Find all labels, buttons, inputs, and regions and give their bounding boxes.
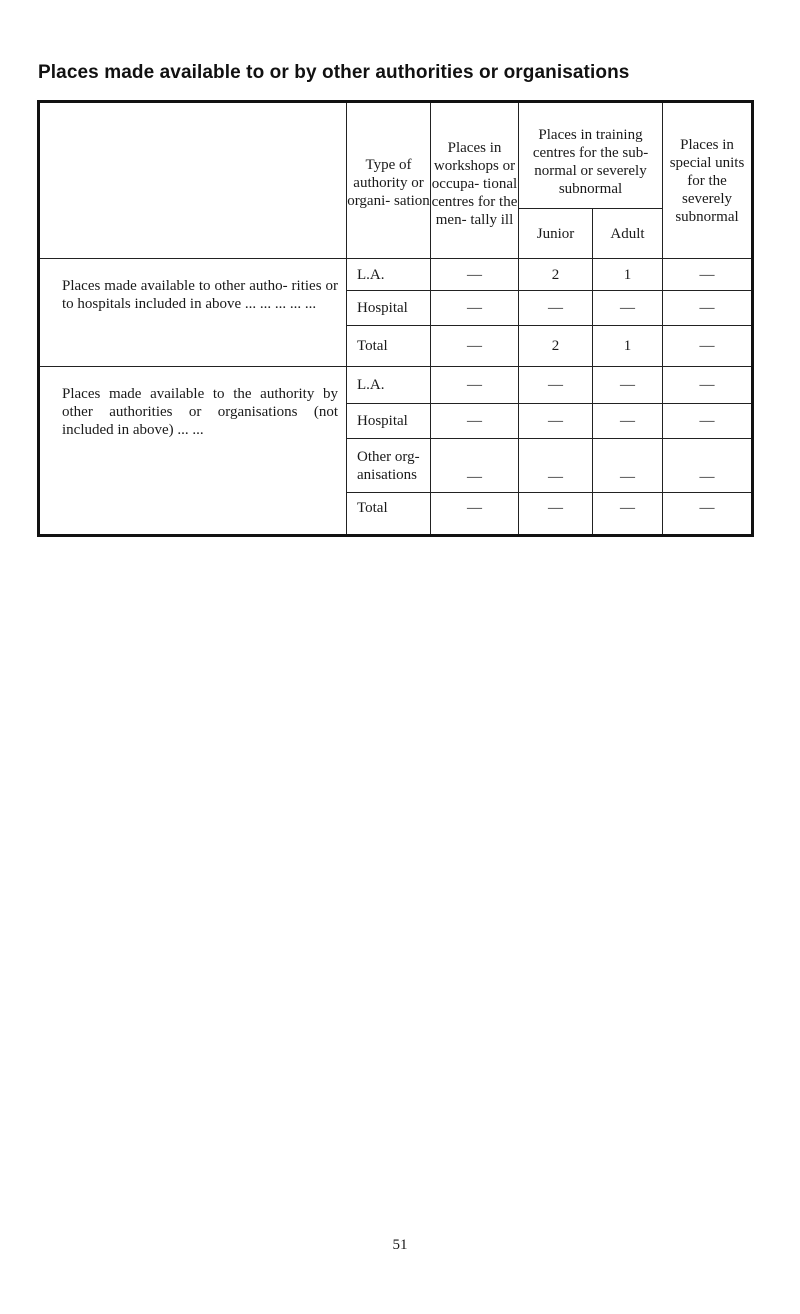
header-special-units: Places in special units for the severely subnormal (663, 102, 753, 259)
junior-cell: — (519, 367, 593, 404)
header-training: Places in training centres for the sub-normal or severely subnormal (519, 102, 663, 209)
places-table (37, 100, 754, 537)
special-cell: — (663, 493, 753, 536)
adult-cell: — (593, 404, 663, 439)
junior-cell: — (519, 439, 593, 493)
page-title: Places made available to or by other authorities or organisations (38, 62, 630, 83)
special-cell: — (663, 439, 753, 493)
workshops-cell: — (431, 493, 519, 536)
header-blank-cell (39, 102, 347, 259)
header-workshops: Places in workshops or occupa- tional centres for the men- tally ill (431, 102, 519, 259)
group-label: Places made available to the authority by other authorities or organisations (not included in above) ... ... (39, 367, 347, 536)
workshops-cell: — (431, 326, 519, 367)
adult-cell: — (593, 439, 663, 493)
special-cell: — (663, 404, 753, 439)
junior-cell: 2 (519, 259, 593, 291)
type-cell: Other org- anisations (347, 439, 431, 493)
workshops-cell: — (431, 259, 519, 291)
workshops-cell: — (431, 367, 519, 404)
adult-cell: — (593, 291, 663, 326)
junior-cell: 2 (519, 326, 593, 367)
special-cell: — (663, 291, 753, 326)
page-number: 51 (392, 1237, 408, 1253)
type-cell: Total (347, 493, 431, 536)
header-type: Type of authority or organi- sation (347, 102, 431, 259)
table-row (39, 367, 753, 404)
header-adult: Adult (593, 209, 663, 259)
junior-cell: — (519, 493, 593, 536)
type-cell: Hospital (347, 404, 431, 439)
adult-cell: — (593, 367, 663, 404)
group-label: Places made available to other autho- rities or to hospitals included in above ... ... ... ... ... (39, 259, 347, 367)
workshops-cell: — (431, 404, 519, 439)
header-junior: Junior (519, 209, 593, 259)
junior-cell: — (519, 404, 593, 439)
adult-cell: 1 (593, 259, 663, 291)
type-cell: L.A. (347, 367, 431, 404)
type-cell: Total (347, 326, 431, 367)
type-cell: Hospital (347, 291, 431, 326)
special-cell: — (663, 259, 753, 291)
special-cell: — (663, 326, 753, 367)
workshops-cell: — (431, 439, 519, 493)
workshops-cell: — (431, 291, 519, 326)
table-row (39, 259, 753, 291)
adult-cell: — (593, 493, 663, 536)
adult-cell: 1 (593, 326, 663, 367)
junior-cell: — (519, 291, 593, 326)
type-cell: L.A. (347, 259, 431, 291)
special-cell: — (663, 367, 753, 404)
